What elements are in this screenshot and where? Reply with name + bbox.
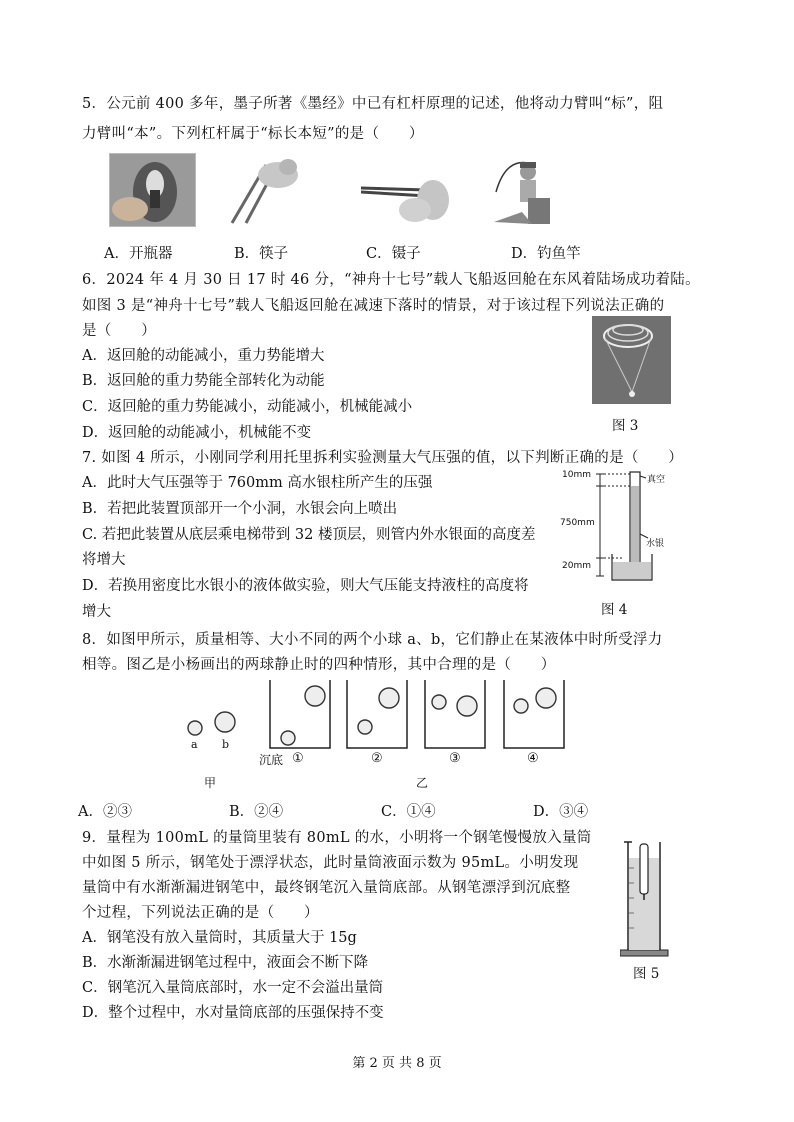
q8-stem-line2: 相等。图乙是小杨画出的两球静止时的四种情形，其中合理的是（ ） [82, 657, 556, 673]
figure-4-caption: 图 4 [601, 602, 628, 618]
figure-5-caption: 图 5 [633, 966, 660, 982]
q8-option-a[interactable]: A．②③ [78, 804, 132, 820]
q6-stem-line2: 如图 3 是“神舟十七号”载人飞船返回舱在减速下落时的情景，对于该过程下列说法正确的 [82, 298, 665, 314]
q8-option-b[interactable]: B．②④ [229, 804, 284, 820]
figure-3-caption: 图 3 [612, 418, 639, 434]
ball-b-label: b [222, 738, 230, 751]
label-20mm: 20mm [562, 561, 591, 571]
tweezers-photo [357, 170, 449, 226]
q7-stem-line1: 7. 如图 4 所示，小刚同学利用托里拆利实验测量大气压强的值，以下判断正确的是（ ） [82, 450, 684, 466]
q9-stem-line1: 9．量程为 100mL 的量筒里装有 80mL 的水，小明将一个钢笔慢慢放入量筒 [82, 830, 592, 846]
q9-option-b[interactable]: B．水渐渐漏进钢笔过程中，液面会不断下降 [82, 955, 369, 971]
jia-label: 甲 [204, 776, 217, 790]
q9-stem-line2: 中如图 5 所示，钢笔处于漂浮状态，此时量筒液面示数为 95mL。小明发现 [82, 855, 579, 871]
q9-option-c[interactable]: C．钢笔沉入量筒底部时，水一定不会溢出量筒 [82, 980, 384, 996]
q6-option-b[interactable]: B．返回舱的重力势能全部转化为动能 [82, 373, 325, 389]
label-10mm: 10mm [562, 470, 591, 480]
cylinder-figure [620, 838, 670, 958]
q5-option-a[interactable]: A．开瓶器 [104, 246, 173, 262]
capsule-parachute-photo [592, 316, 671, 404]
q5-option-d[interactable]: D．钓鱼竿 [511, 246, 581, 262]
torricelli-figure [560, 468, 680, 592]
q7-option-a[interactable]: A．此时大气压强等于 760mm 高水银柱所产生的压强 [82, 475, 433, 491]
q7-option-b[interactable]: B．若把此装置顶部开一个小洞，水银会向上喷出 [82, 501, 398, 517]
q8-option-d[interactable]: D．③④ [533, 804, 589, 820]
sink-label: 沉底 [259, 753, 284, 767]
q6-option-d[interactable]: D．返回舱的动能减小，机械能不变 [82, 425, 312, 441]
label-vacuum: 真空 [647, 475, 666, 485]
q6-stem-line1: 6．2024 年 4 月 30 日 17 时 46 分，“神舟十七号”载人飞船返回舱在东风着陆场成功着陆。 [82, 272, 700, 288]
q9-stem-line4: 个过程，下列说法正确的是（ ） [82, 905, 319, 921]
case-3-label: ③ [449, 751, 461, 766]
q6-option-c[interactable]: C．返回舱的重力势能减小，动能减小，机械能减小 [82, 399, 413, 415]
ball-a-label: a [191, 738, 198, 751]
bottle-opener-photo [109, 153, 196, 227]
q8-figure [175, 676, 575, 790]
page-footer: 第 2 页 共 8 页 [352, 1056, 442, 1071]
q5-option-b[interactable]: B．筷子 [234, 246, 289, 262]
q5-option-c[interactable]: C．镊子 [366, 246, 421, 262]
q9-option-a[interactable]: A．钢笔没有放入量筒时，其质量大于 15g [82, 930, 357, 946]
fishing-rod-photo [492, 152, 554, 226]
q9-stem-line3: 量筒中有水渐渐漏进钢笔中，最终钢笔沉入量筒底部。从钢笔漂浮到沉底整 [82, 880, 571, 896]
chopsticks-photo [218, 153, 300, 225]
q7-option-d-cont: 增大 [82, 604, 111, 620]
case-1-label: ① [292, 751, 304, 766]
case-2-label: ② [371, 751, 383, 766]
q5-stem-line1: 5．公元前 400 多年，墨子所著《墨经》中已有杠杆原理的记述，他将动力臂叫“标”，阻 [82, 96, 664, 112]
label-mercury: 水银 [646, 539, 665, 549]
yi-label: 乙 [416, 776, 429, 790]
q8-stem-line1: 8．如图甲所示，质量相等、大小不同的两个小球 a、b，它们静止在某液体中时所受浮力 [82, 632, 663, 648]
q7-option-c-cont: 将增大 [82, 552, 126, 568]
q6-stem-line3: 是（ ） [82, 323, 156, 339]
q6-option-a[interactable]: A．返回舱的动能减小，重力势能增大 [82, 348, 325, 364]
case-4-label: ④ [527, 751, 539, 766]
label-750mm: 750mm [560, 518, 595, 528]
q5-stem-line2: 力臂叫“本”。下列杠杆属于“标长本短”的是（ ） [82, 126, 424, 142]
q7-option-c[interactable]: C. 若把此装置从底层乘电梯带到 32 楼顶层，则管内外水银面的高度差 [82, 527, 536, 543]
q7-option-d[interactable]: D．若换用密度比水银小的液体做实验，则大气压能支持液柱的高度将 [82, 578, 529, 594]
q9-option-d[interactable]: D．整个过程中，水对量筒底部的压强保持不变 [82, 1005, 384, 1021]
q8-option-c[interactable]: C．①④ [381, 804, 436, 820]
